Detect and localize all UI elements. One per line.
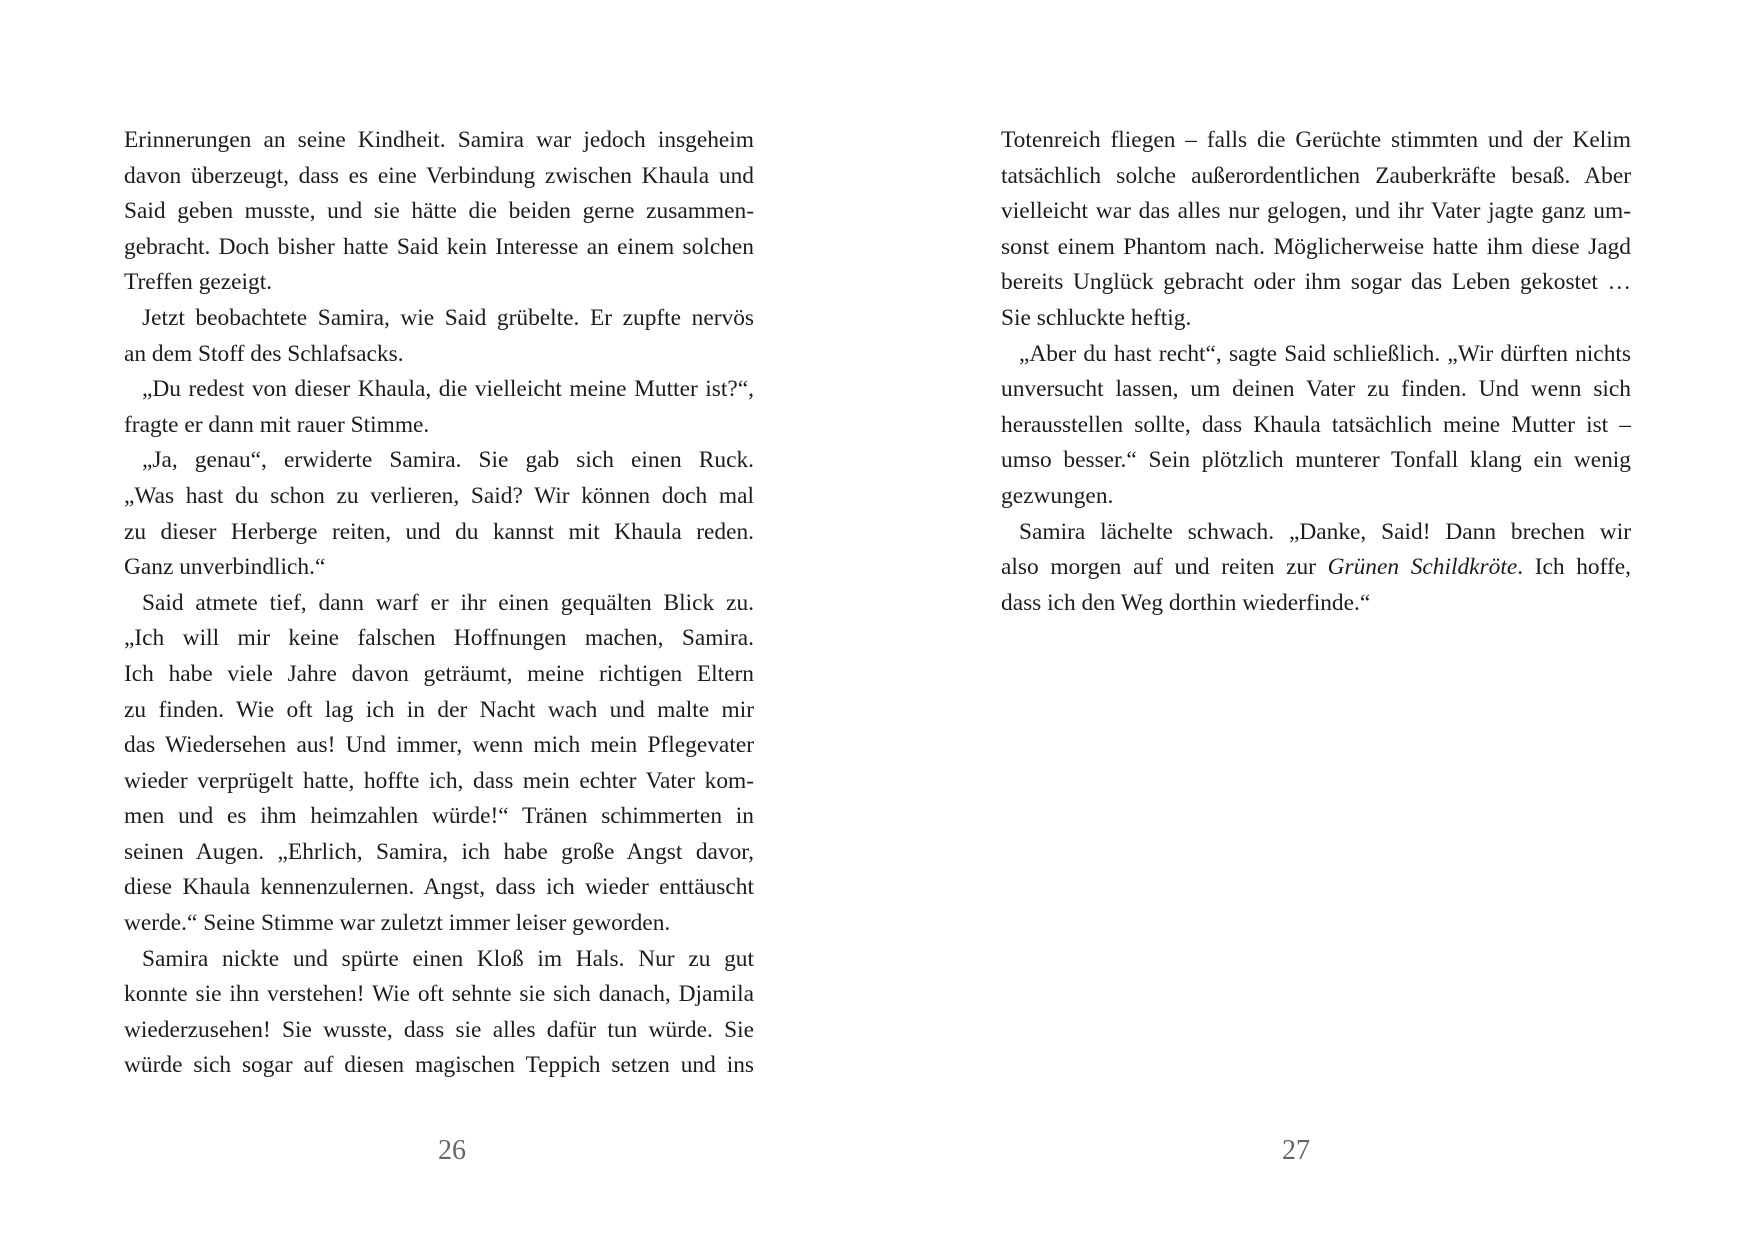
page-number: 26 (438, 1135, 466, 1166)
text-line: „Aber du hast recht“, sagte Said schließlich. „Wir dürften nichts (1019, 340, 1631, 367)
text-line: Said atmete tief, dann warf er ihr einen gequälten Blick zu. (142, 589, 754, 616)
book-title-italic: Grünen Schildkröte (1327, 554, 1518, 581)
text-line: sonst einem Phantom nach. Möglicherweise hatte ihm diese Jagd (1001, 233, 1631, 260)
text-line: wieder verprügelt hatte, hoffte ich, dass mein echter Vater kom- (124, 767, 754, 794)
text-line: das Wiedersehen aus! Und immer, wenn mich mein Pflegevater (124, 732, 754, 759)
text-line: diese Khaula kennenzulernen. Angst, dass ich wieder enttäuscht (124, 874, 754, 901)
text-line: bereits Unglück gebracht oder ihm sogar das Leben gekostet … (1001, 269, 1631, 296)
text-line: zu dieser Herberge reiten, und du kannst mit Khaula reden. (124, 518, 754, 545)
page-number: 27 (1282, 1135, 1310, 1166)
text-line: Erinnerungen an seine Kindheit. Samira war jedoch insgeheim (124, 127, 754, 153)
text-line: men und es ihm heimzahlen würde!“ Tränen schimmerten in (124, 803, 754, 830)
text-line: „Was hast du schon zu verlieren, Said? Wir können doch mal (124, 482, 754, 509)
text-segment: . Ich hoffe, (1517, 554, 1631, 581)
text-line: Sie schluckte heftig. (1001, 304, 1192, 331)
text-line: gezwungen. (1001, 482, 1114, 509)
text-line: Samira nickte und spürte einen Kloß im Hals. Nur zu gut (142, 945, 754, 972)
text-line: konnte sie ihn verstehen! Wie oft sehnte sie sich danach, Djamila (124, 981, 754, 1008)
text-line: seinen Augen. „Ehrlich, Samira, ich habe große Angst davor, (124, 838, 754, 865)
text-line: vielleicht war das alles nur gelogen, und ihr Vater jagte ganz um- (1001, 198, 1631, 225)
text-line: Said geben musste, und sie hätte die beiden gerne zusammen- (124, 198, 754, 225)
text-line: tatsächlich solche außerordentlichen Zauberkräfte besaß. Aber (1001, 162, 1631, 189)
text-line: umso besser.“ Sein plötzlich munterer Tonfall klang ein wenig (1001, 447, 1631, 474)
text-line: herausstellen sollte, dass Khaula tatsächlich meine Mutter ist – (1001, 411, 1631, 438)
text-line: unversucht lassen, um deinen Vater zu finden. Und wenn sich (1001, 376, 1631, 403)
text-line: gebracht. Doch bisher hatte Said kein Interesse an einem solchen (124, 233, 754, 260)
text-line: wiederzusehen! Sie wusste, dass sie alles dafür tun würde. Sie (124, 1016, 754, 1043)
text-line: „Du redest von dieser Khaula, die vielleicht meine Mutter ist?“, (142, 376, 754, 403)
left-page-text (124, 123, 754, 1084)
text-line: Ganz unverbindlich.“ (124, 554, 326, 581)
text-line: „Ich will mir keine falschen Hoffnungen machen, Samira. (124, 625, 754, 652)
text-line: an dem Stoff des Schlafsacks. (124, 340, 404, 367)
text-line: Totenreich fliegen – falls die Gerüchte stimmten und der Kelim (1001, 127, 1631, 153)
text-line: davon überzeugt, dass es eine Verbindung zwischen Khaula und (124, 162, 754, 189)
text-line: Ich habe viele Jahre davon geträumt, meine richtigen Eltern (124, 660, 754, 687)
text-line (1001, 550, 1631, 586)
text-line: Treffen gezeigt. (124, 269, 273, 296)
text-line: „Ja, genau“, erwiderte Samira. Sie gab sich einen Ruck. (142, 447, 754, 474)
text-line: werde.“ Seine Stimme war zuletzt immer leiser geworden. (124, 910, 671, 937)
text-line: dass ich den Weg dorthin wiederfinde.“ (1001, 589, 1371, 616)
text-line: Jetzt beobachtete Samira, wie Said grübelte. Er zupfte nervös (142, 304, 754, 331)
text-line: fragte er dann mit rauer Stimme. (124, 411, 430, 438)
text-line: Samira lächelte schwach. „Danke, Said! Dann brechen wir (1019, 518, 1631, 545)
text-segment: also morgen auf und reiten zur (1001, 554, 1328, 581)
right-page (874, 0, 1748, 1240)
text-line: zu finden. Wie oft lag ich in der Nacht wach und malte mir (124, 696, 754, 723)
text-line: würde sich sogar auf diesen magischen Teppich setzen und ins (124, 1052, 754, 1079)
right-page-text (1001, 123, 1631, 621)
